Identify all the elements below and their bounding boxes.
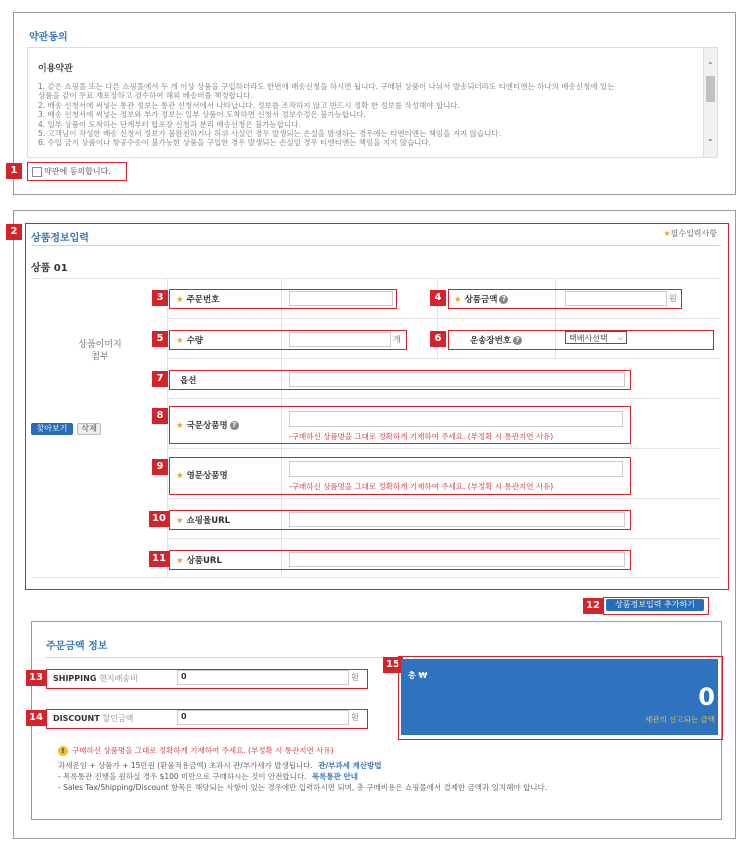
table-line — [167, 398, 721, 399]
chevron-down-icon: ⌵ — [617, 334, 623, 342]
qty-label: ★ 수량 — [176, 336, 204, 346]
product-url-label: ★ 상품URL — [176, 556, 222, 566]
badge-13: 13 — [26, 670, 46, 686]
kr-name-note: -구매하신 상품명을 그대로 정확하게 기재하여 주세요. (부정확 시 통관지연 사유) — [289, 432, 554, 441]
badge-5: 5 — [152, 331, 168, 347]
chevron-down-icon[interactable]: ⌄ — [707, 134, 714, 143]
add-product-button[interactable]: 상품정보입력 추가하기 — [606, 599, 704, 611]
required-note: ★필수입력사항 — [663, 229, 717, 238]
table-line — [31, 278, 721, 279]
option-input[interactable] — [289, 372, 625, 387]
mall-url-input[interactable] — [289, 512, 625, 527]
courier-select[interactable]: 택배사선택 ⌵ — [565, 331, 627, 344]
agree-checkbox[interactable] — [32, 167, 42, 177]
terms-box-title: 이용약관 — [38, 64, 73, 74]
tax-calc-link[interactable]: 관/부과세 계산방법 — [318, 761, 382, 770]
badge-14: 14 — [26, 710, 46, 726]
shipping-unit: 원 — [351, 673, 359, 682]
en-name-input[interactable] — [289, 461, 623, 477]
terms-line: 4. 일부 상품이 도착하는 단계부터 합포장 신청과 분리 배송신청은 불가능합니다. — [38, 119, 301, 129]
terms-line: 2. 배송 신청서에 써넣는 통관 정보는 통관 신청서에서 나타납니다. 정보를 조작하지 않고 반드시 정확 한 정보를 작성해야 합니다. — [38, 100, 460, 110]
terms-line: 상품을 같이 무료 재포장하고 검수하여 해외 배송비를 책정합니다. — [38, 91, 253, 101]
help-icon[interactable]: ? — [513, 336, 522, 345]
star-icon: ★ — [663, 229, 671, 238]
product-url-input[interactable] — [289, 552, 625, 567]
total-value: 0 — [698, 683, 715, 711]
table-line — [167, 318, 721, 319]
table-line — [167, 278, 168, 578]
agree-checkbox-frame[interactable] — [27, 162, 127, 181]
badge-1: 1 — [6, 163, 22, 179]
scrollbar-thumb[interactable] — [706, 76, 715, 102]
star-icon: ★ — [454, 295, 462, 305]
delete-button[interactable]: 삭제 — [77, 423, 101, 435]
price-label: ★ 상품금액 ? — [454, 293, 508, 305]
total-panel — [401, 659, 718, 735]
terms-line: 1. 같은 쇼핑몰 또는 다른 쇼핑몰에서 두 개 이상 상품을 구입하더라도 한번에 배송신청을 하시면 됩니다. 구매된 상품이 나눠서 발송되더라도 티앤티앤는 하나의 배송신청에 있는 — [38, 82, 615, 91]
terms-scrollbar[interactable] — [703, 48, 717, 157]
en-name-note: -구매하신 상품명을 그대로 정확하게 기재하여 주세요. (부정확 시 통관지연 사유) — [289, 482, 554, 491]
star-icon: ★ — [176, 471, 184, 481]
help-icon[interactable]: ? — [499, 295, 508, 304]
badge-10: 10 — [149, 511, 169, 527]
discount-input[interactable] — [177, 710, 349, 725]
badge-9: 9 — [152, 459, 168, 475]
info-line-2: - 목록통관 진행을 원하실 경우 $100 미만으로 구매하시는 것이 안전합니다. 목록통관 안내 — [58, 772, 358, 781]
table-line — [31, 577, 721, 578]
terms-line: 3. 배송 신청서에 써넣는 정보와 부가 정보는 일부 상품이 도착하면 신청서 정보수정은 불가능합니다. — [38, 110, 366, 120]
total-label: 총 ₩ — [408, 671, 428, 680]
terms-text — [38, 82, 698, 148]
warning-row: ! 구매하신 상품명을 그대로 정확하게 기재하여 주세요. (부정확 시 통관지연 사유) — [58, 745, 334, 756]
total-caption: 세관의 신고되는 금액 — [645, 715, 715, 724]
table-line — [167, 448, 721, 449]
order-section-title: 주문금액 정보 — [46, 641, 108, 652]
table-line — [167, 358, 721, 359]
table-line — [167, 498, 721, 499]
terms-line: 5. 고객님이 작성한 배송 신청서 정보가 불완전하거나 허위 사실인 경우 발생되는 손실을 발생하는 경우에는 티앤티앤는 책임을 지지 않습니다. — [38, 129, 502, 139]
price-unit: 원 — [669, 294, 677, 303]
shipping-label: SHIPPING 현지배송비 — [53, 674, 138, 683]
list-clearance-link[interactable]: 목록통관 안내 — [311, 772, 358, 781]
badge-3: 3 — [152, 290, 168, 306]
qty-unit: 개 — [393, 335, 401, 344]
image-attach-label: 상품이미지 첨부 — [78, 340, 122, 362]
tracking-label: 운송장번호 ? — [470, 334, 522, 346]
badge-4: 4 — [430, 290, 446, 306]
star-icon: ★ — [176, 556, 184, 566]
badge-2: 2 — [6, 224, 22, 240]
badge-11: 11 — [149, 551, 169, 567]
en-name-label: ★ 영문상품명 — [176, 471, 228, 481]
help-icon[interactable]: ? — [230, 421, 239, 430]
option-label: 옵션 — [180, 376, 197, 386]
order-no-label: ★ 주문번호 — [176, 295, 220, 305]
divider — [31, 245, 721, 246]
terms-section-title: 약관동의 — [29, 32, 68, 43]
star-icon: ★ — [176, 516, 184, 526]
info-line-1: 과세운임 + 상품가 + 15만원 (환율적용금액) 초과시 관/부가세가 발생됩니다. 관/부과세 계산방법 — [58, 761, 382, 770]
price-input[interactable] — [565, 291, 667, 306]
badge-8: 8 — [152, 408, 168, 424]
order-no-input[interactable] — [289, 291, 393, 306]
warning-icon: ! — [58, 746, 68, 756]
discount-unit: 원 — [351, 713, 359, 722]
item-title: 상품 01 — [31, 263, 68, 274]
star-icon: ★ — [176, 336, 184, 346]
star-icon: ★ — [176, 421, 184, 431]
star-icon: ★ — [176, 295, 184, 305]
qty-input[interactable] — [289, 332, 391, 347]
discount-label: DISCOUNT 할인금액 — [53, 714, 134, 723]
terms-line: 6. 수입 금지 상품이나 항공수송이 불가능한 상품을 구입한 경우 발생되는 손실일 경우 티앤티앤는 책임을 지지 않습니다. — [38, 138, 432, 148]
shipping-input[interactable] — [177, 670, 349, 685]
divider — [46, 657, 396, 658]
info-line-3: - Sales Tax/Shipping/Discount 항목은 해당되는 사항이 있는 경우에만 입력하시면 되며, 총 구매비용은 쇼핑몰에서 결제한 금액과 일치해야 합니다. — [58, 783, 548, 792]
terms-scroll-box[interactable] — [27, 47, 718, 158]
chevron-up-icon[interactable]: ⌃ — [707, 61, 714, 70]
shipping-value: 0 — [181, 672, 187, 681]
discount-value: 0 — [181, 712, 187, 721]
browse-button[interactable]: 찾아보기 — [31, 423, 73, 435]
product-section-title: 상품정보입력 — [31, 233, 89, 244]
mall-url-label: ★ 쇼핑몰URL — [176, 516, 231, 526]
agree-label: 약관에 동의합니다. — [44, 167, 111, 176]
badge-6: 6 — [430, 331, 446, 347]
kr-name-label: ★ 국문상품명 ? — [176, 419, 239, 431]
badge-12: 12 — [583, 598, 603, 614]
badge-7: 7 — [152, 371, 168, 387]
badge-15: 15 — [383, 657, 403, 673]
kr-name-input[interactable] — [289, 411, 623, 427]
table-line — [167, 538, 721, 539]
